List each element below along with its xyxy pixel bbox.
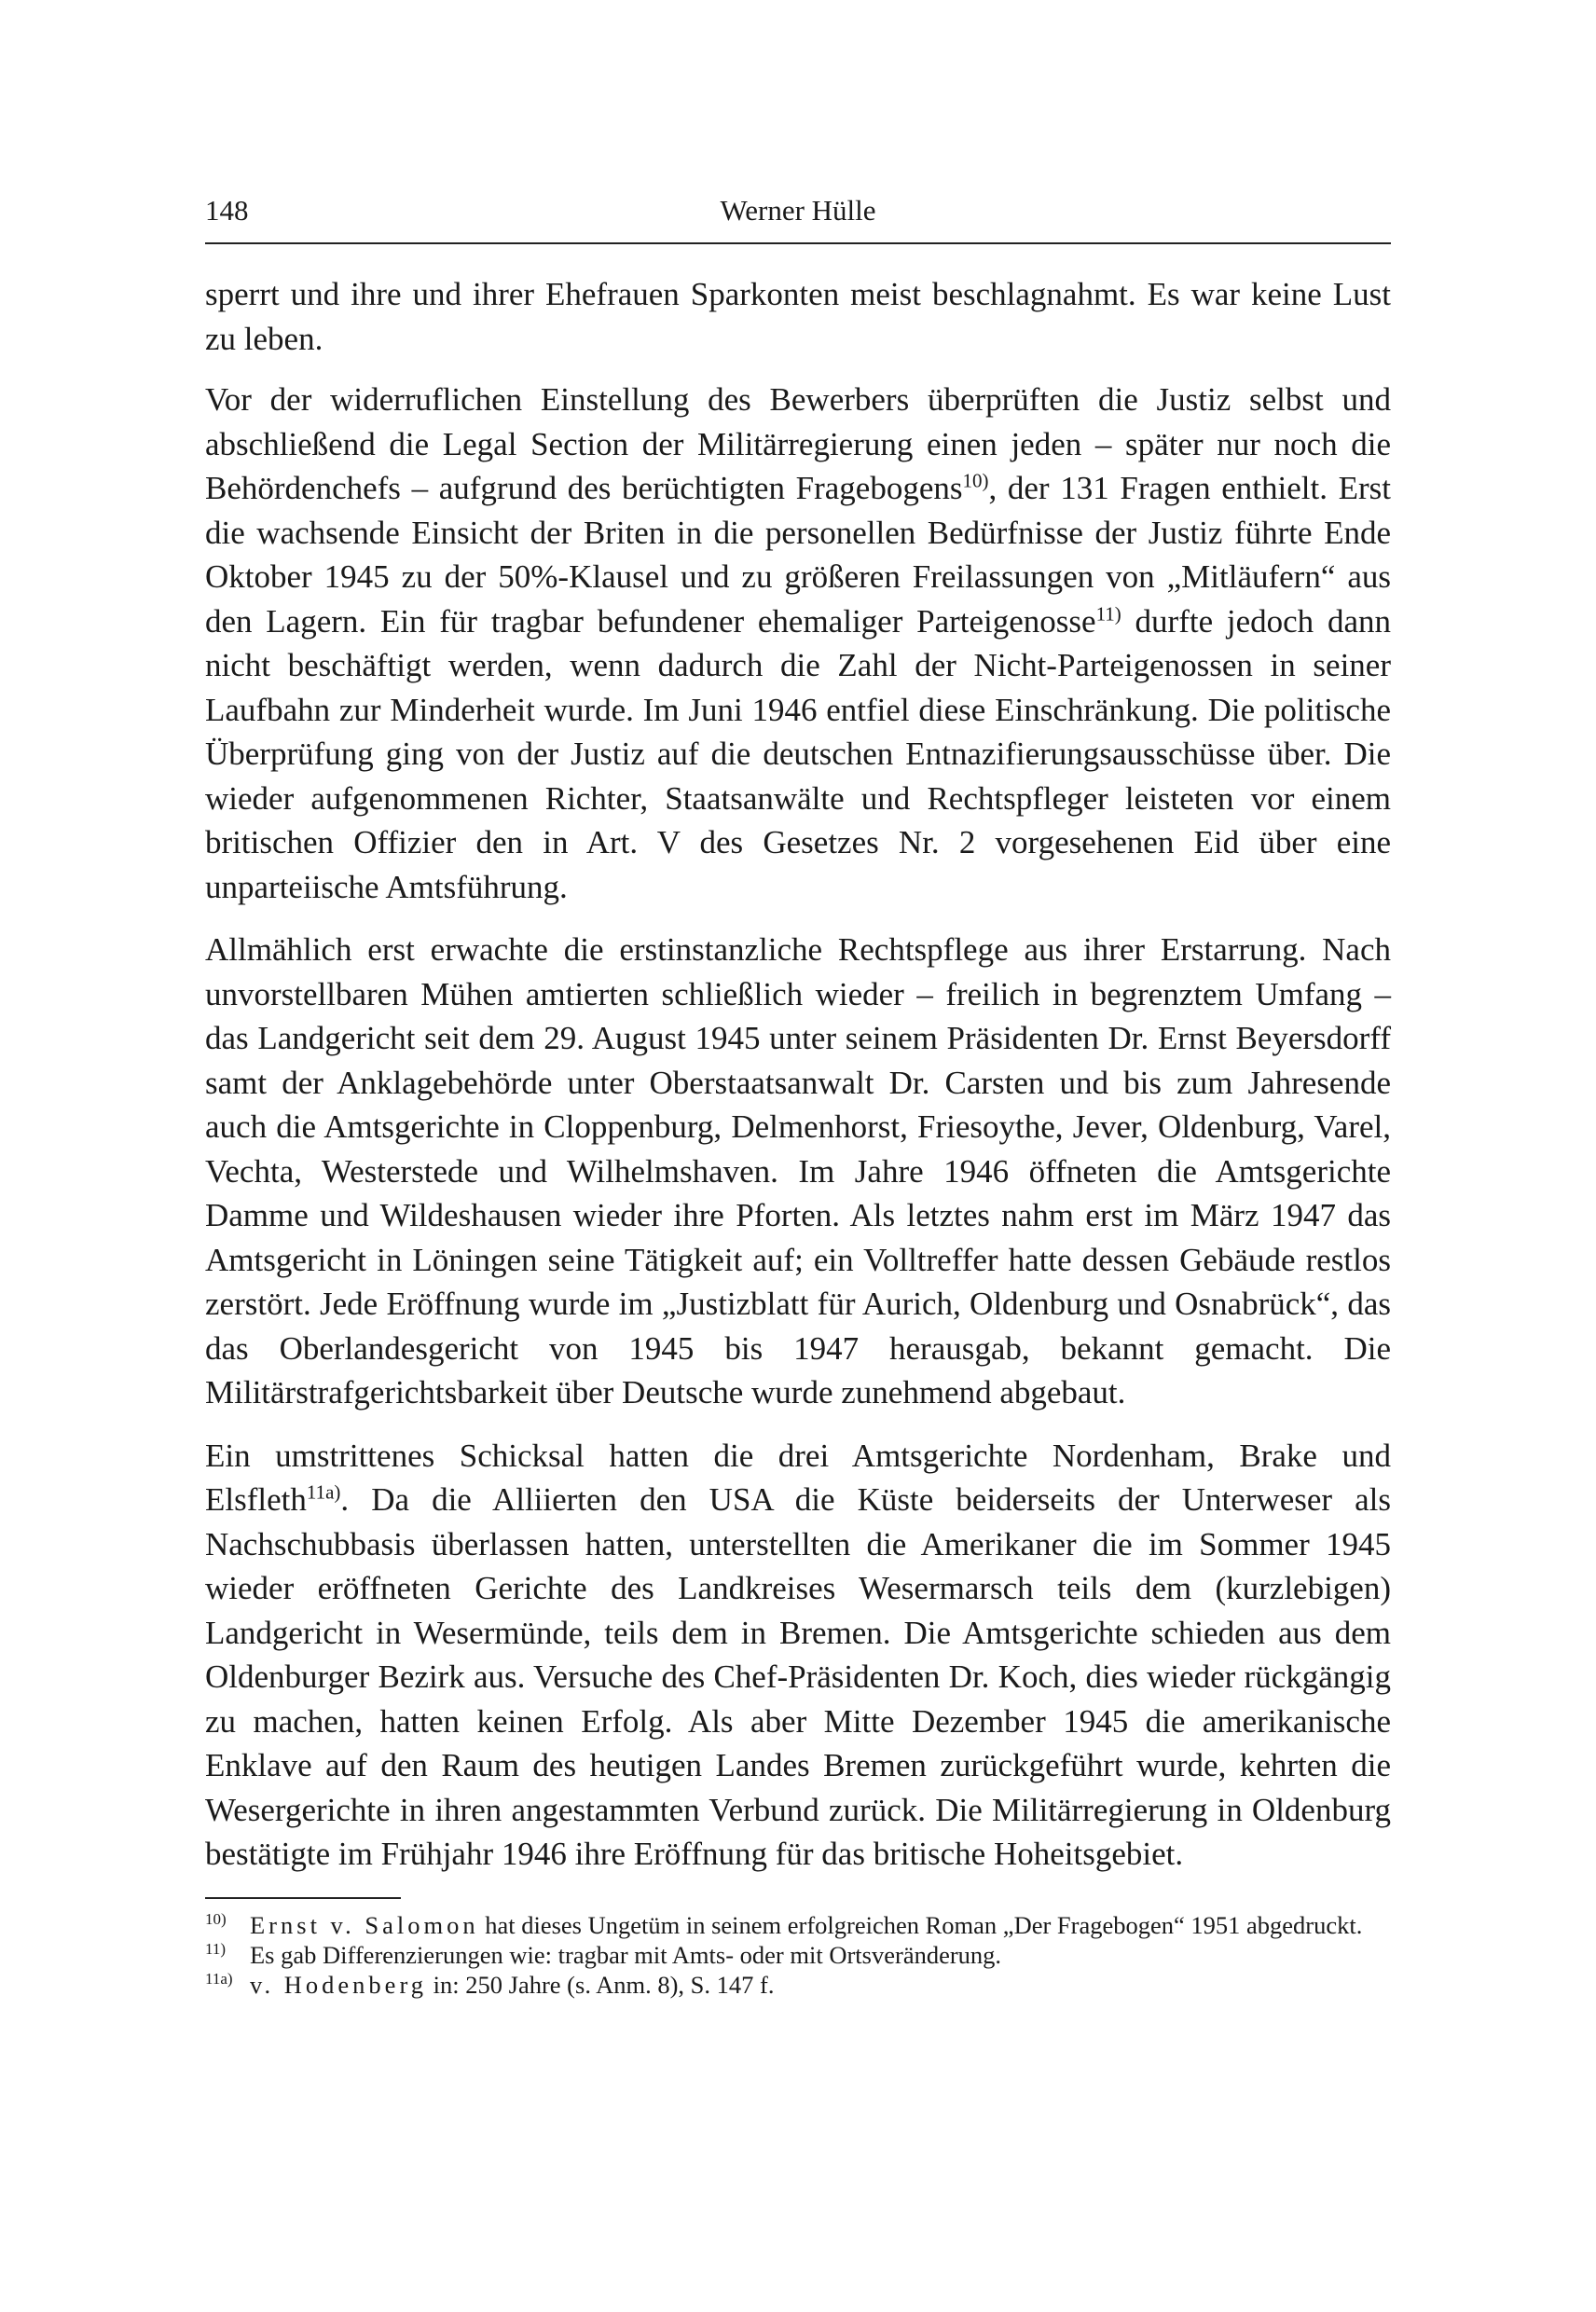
paragraph-4-text-b: . Da die Alliierten den USA die Küste beiderseits der Unterweser als Nachschubbasis überlassen hatten, unterstellten die Amerikaner die im Sommer 1945 wieder eröffneten Gerichte des Landkreises Wesermarsch teils dem (kurzlebigen) Landgericht in Wesermünde, teils dem in Bremen. Die Amtsgerichte schieden aus dem Oldenburger Bezirk aus. Versuche des Chef-Präsidenten Dr. Koch, dies wieder rückgängig zu machen, hatten keinen Erfolg. Als aber Mitte Dezember 1945 die amerikanische Enklave auf den Raum des heutigen Landes Bremen zurückgeführt wurde, kehrten die Wesergerichte in ihren angestammten Verbund zurück. Die Militärregierung in Oldenburg bestätigte im Frühjahr 1946 ihre Eröffnung für das britische Hoheitsgebiet. (205, 1481, 1391, 1872)
footnote-11a: 11a) v. Hodenberg in: 250 Jahre (s. Anm. 8), S. 147 f. (205, 1969, 775, 1999)
paragraph-2-text-b: , der 131 Fragen enthielt. Erst die wachsende Einsicht der Briten in die personellen Bedürfnisse der Justiz führte Ende Oktober 1945 zu der 50%-Klausel und zu größeren Freilassungen von „Mitläufern“ aus den Lagern. Ein für tragbar befundener ehemaliger Parteigenosse (205, 470, 1391, 640)
body-text (205, 272, 1391, 1877)
footnote-author: Ernst v. Salomon (250, 1910, 479, 1939)
paragraph-4 (205, 1434, 1391, 1877)
paragraph-2-text-c: durfte jedoch dann nicht beschäftigt werden, wenn dadurch die Zahl der Nicht-Parteigenossen in seiner Laufbahn zur Minderheit wurde. Im Juni 1946 entfiel diese Einschränkung. Die politische Überprüfung ging von der Justiz auf die deutschen Entnazifierungsausschüsse über. Die wieder aufgenommenen Richter, Staatsanwälte und Rechtspfleger leisteten vor einem britischen Offizier den in Art. V des Gesetzes Nr. 2 vorgesehenen Eid über eine unparteiische Amtsführung. (205, 602, 1391, 905)
header-rule (205, 242, 1391, 244)
paragraph-1-text: sperrt und ihre und ihrer Ehefrauen Sparkonten meist beschlagnahmt. Es war keine Lust zu leben. (205, 276, 1391, 357)
footnote-text: Es gab Differenzierungen wie: tragbar mit Amts- oder mit Ortsveränderung. (250, 1940, 1002, 1969)
footnote-11: 11) Es gab Differenzierungen wie: tragbar mit Amts- oder mit Ortsveränderung. (205, 1939, 1002, 1969)
footnote-ref-10: 10) (962, 469, 989, 492)
paragraph-2 (205, 378, 1391, 909)
page-number: 148 (205, 194, 249, 227)
footnote-ref-11: 11) (1095, 601, 1121, 625)
footnote-ref-11a: 11a) (306, 1480, 341, 1504)
paragraph-4-text-a: Ein umstrittenes Schicksal hatten die drei Amtsgerichte Nordenham, Brake und Elsfleth (205, 1437, 1391, 1518)
paragraph-1 (205, 272, 1391, 361)
footnote-author: v. Hodenberg (250, 1970, 428, 1999)
book-page (205, 186, 1391, 2000)
footnote-rule (205, 1897, 401, 1899)
footnote-10: 10) Ernst v. Salomon hat dieses Ungetüm in seinem erfolgreichen Roman „Der Fragebogen“ 1951 abgedruckt. (205, 1909, 1363, 1939)
paragraph-2-text-a: Vor der widerruflichen Einstellung des Bewerbers überprüften die Justiz selbst und abschließend die Legal Section der Militärregierung einen jeden – später nur noch die Behördenchefs – aufgrund des berüchtigten Fragebogens (205, 381, 1391, 506)
paragraph-3-text: Allmählich erst erwachte die erstinstanzliche Rechtspflege aus ihrer Erstarrung. Nach unvorstellbaren Mühen amtierten schließlich wieder – freilich in begrenztem Umfang – das Landgericht seit dem 29. August 1945 unter seinem Präsidenten Dr. Ernst Beyersdorff samt der Anklagebehörde unter Oberstaatsanwalt Dr. Carsten und bis zum Jahresende auch die Amtsgerichte in Cloppenburg, Delmenhorst, Friesoythe, Jever, Oldenburg, Varel, Vechta, Westerstede und Wilhelmshaven. Im Jahre 1946 öffneten die Amtsgerichte Damme und Wildeshausen wieder ihre Pforten. Als letztes nahm erst im März 1947 das Amtsgericht in Löningen seine Tätigkeit auf; ein Volltreffer hatte dessen Gebäude restlos zerstört. Jede Eröffnung wurde im „Justizblatt für Aurich, Oldenburg und Osnabrück“, das das Oberlandesgericht von 1945 bis 1947 herausgab, bekannt gemacht. Die Militärstrafgerichtsbarkeit über Deutsche wurde zunehmend abgebaut. (205, 931, 1391, 1411)
running-title: Werner Hülle (720, 194, 876, 227)
footnote-text: hat dieses Ungetüm in seinem erfolgreichen Roman „Der Fragebogen“ 1951 abgedruckt. (478, 1910, 1363, 1939)
footnote-text: in: 250 Jahre (s. Anm. 8), S. 147 f. (427, 1970, 775, 1999)
paragraph-3 (205, 928, 1391, 1415)
footnotes (205, 1897, 1391, 2000)
running-head (205, 186, 1391, 235)
